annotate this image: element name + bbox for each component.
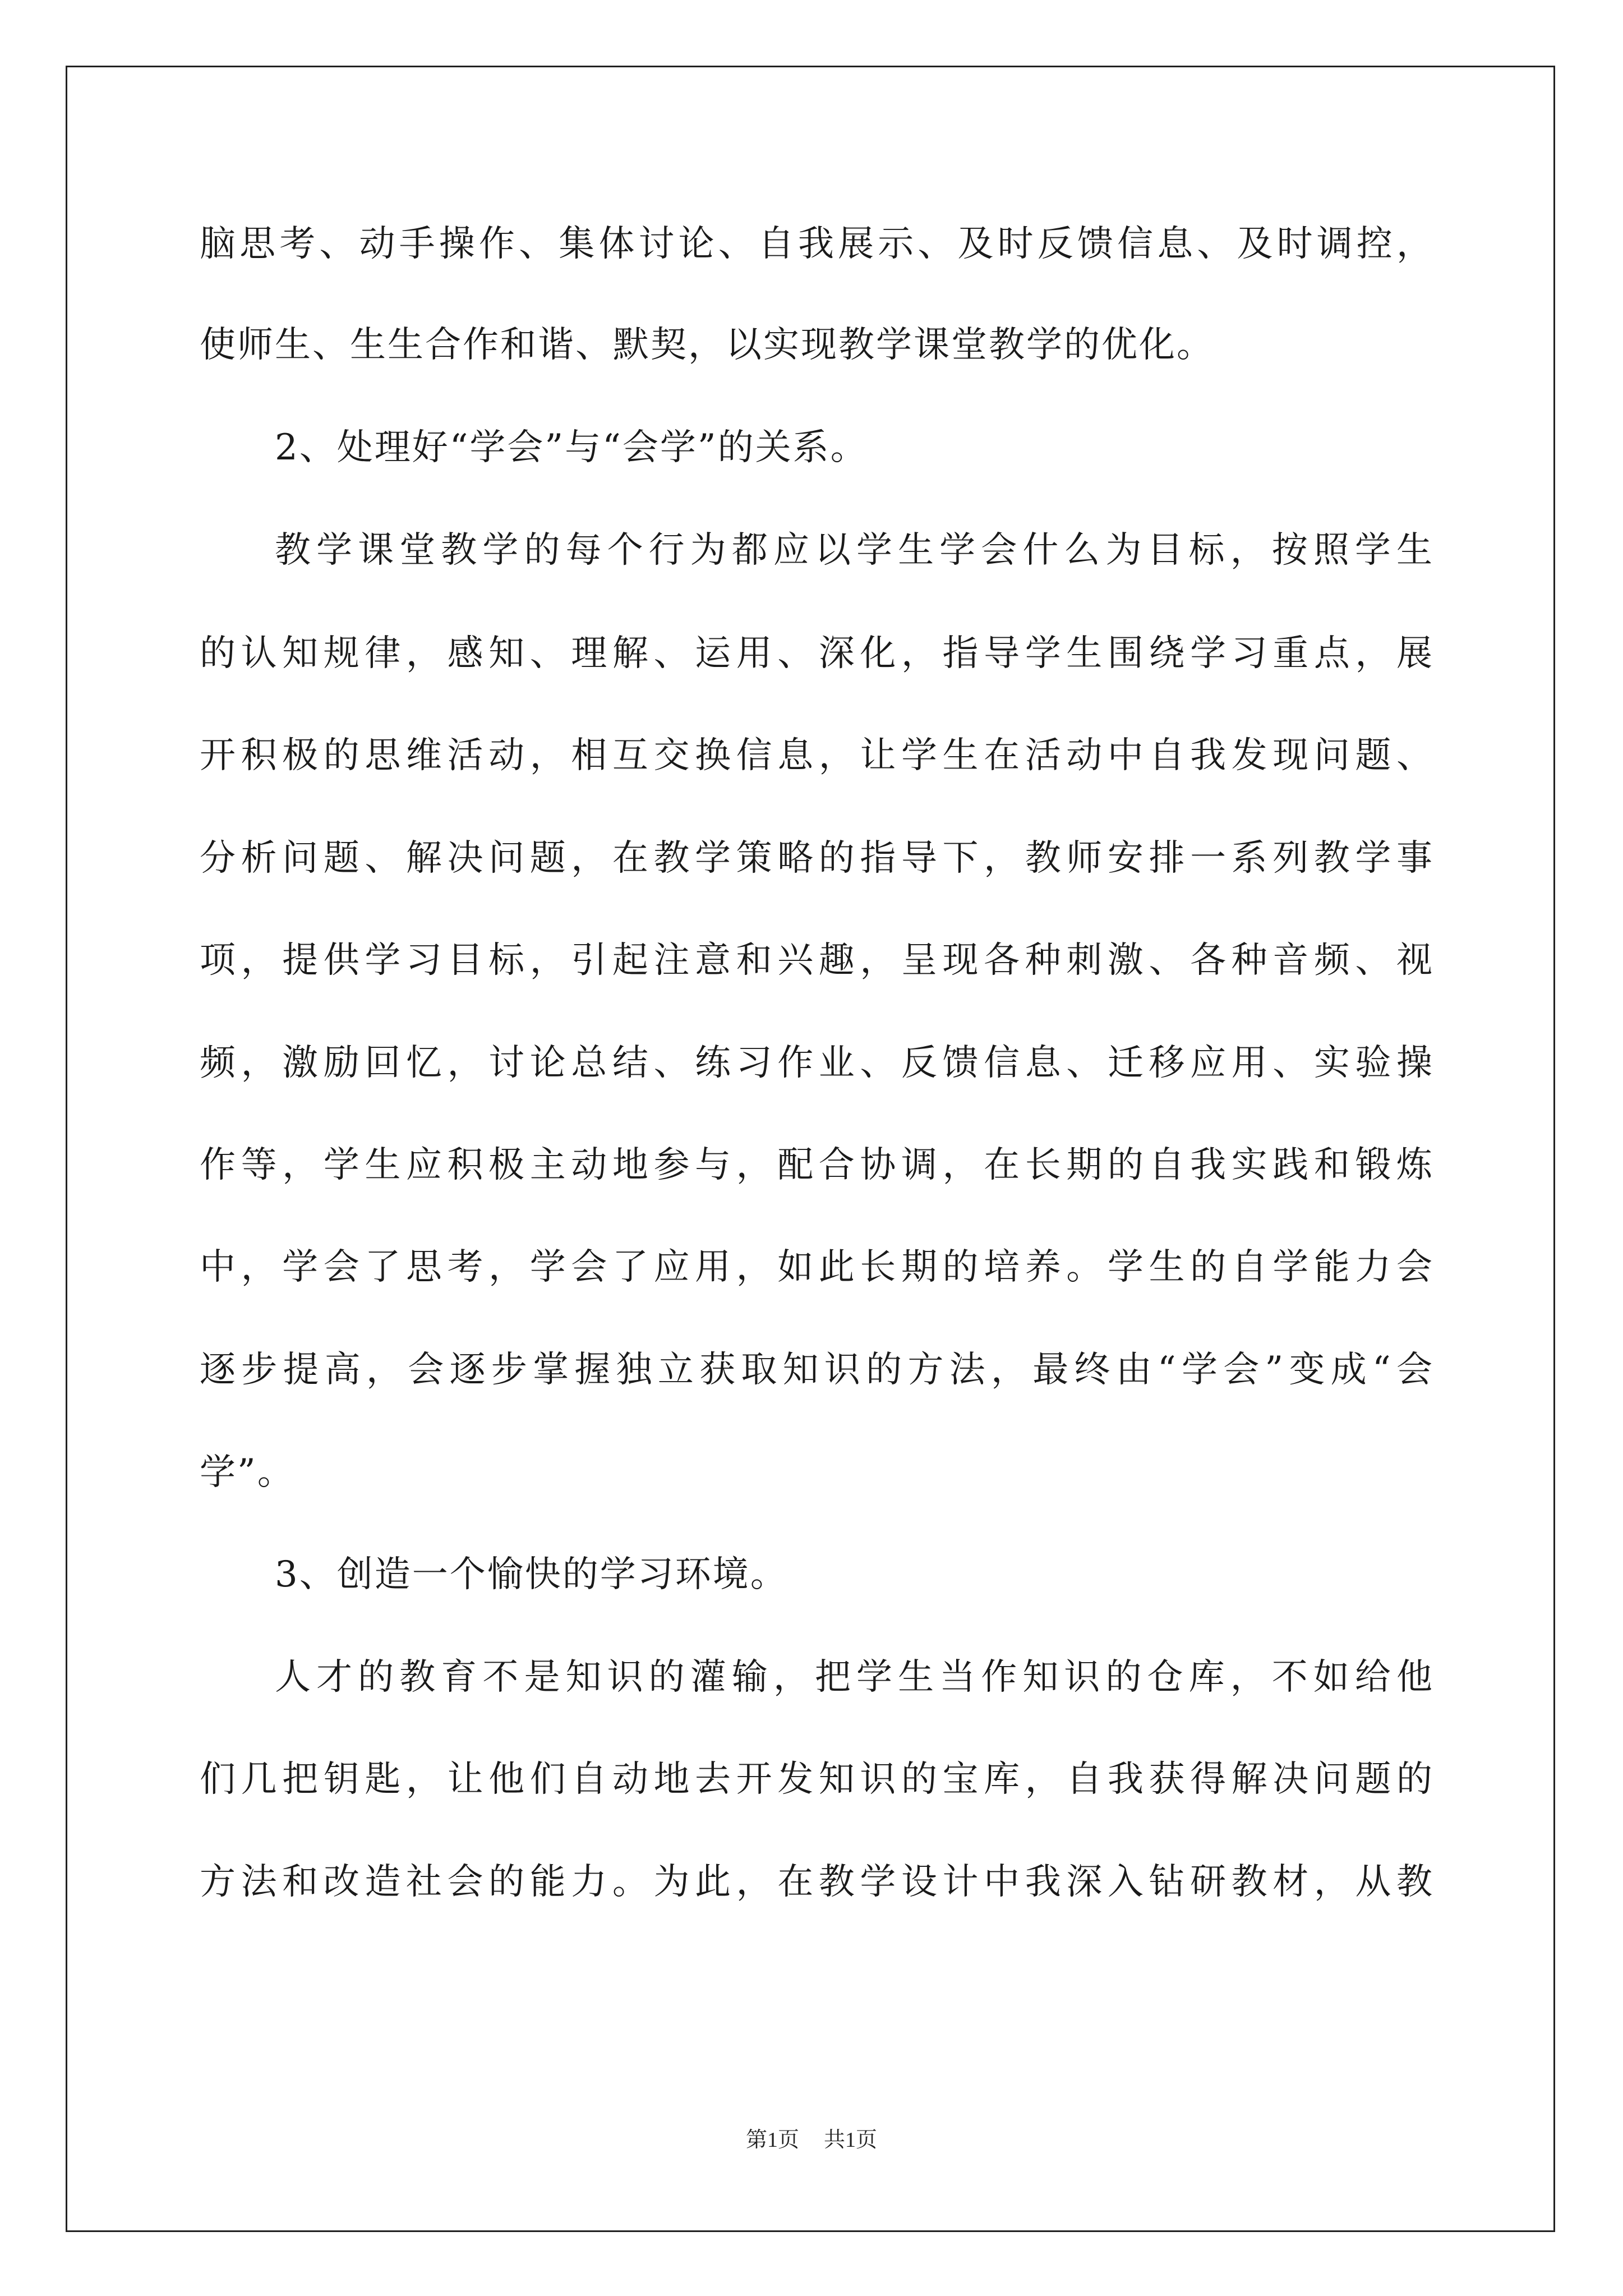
body-line: 使师生、生生合作和谐、默契，以实现教学课堂教学的优化。: [200, 324, 1214, 366]
body-line: 方法和改造社会的能力。为此，在教学设计中我深入钻研教材，从教: [200, 1861, 1432, 1903]
body-line: 人才的教育不是知识的灌输，把学生当作知识的仓库，不如给他: [275, 1657, 1432, 1698]
body-line: 作等，学生应积极主动地参与，配合协调，在长期的自我实践和锻炼: [200, 1144, 1432, 1186]
body-line: 们几把钥匙，让他们自动地去开发知识的宝库，自我获得解决问题的: [200, 1759, 1432, 1800]
body-line: 学”。: [200, 1452, 295, 1493]
section-heading: 2、处理好“学会”与“会学”的关系。: [275, 427, 868, 468]
body-line: 开积极的思维活动，相互交换信息，让学生在活动中自我发现问题、: [200, 735, 1432, 776]
body-line: 的认知规律，感知、理解、运用、深化，指导学生围绕学习重点，展: [200, 633, 1432, 674]
body-line: 脑思考、动手操作、集体讨论、自我展示、及时反馈信息、及时调控，: [200, 223, 1432, 265]
body-line: 分析问题、解决问题，在教学策略的指导下，教师安排一系列教学事: [200, 838, 1432, 879]
page-total: 共1页: [824, 2128, 878, 2152]
body-line: 教学课堂教学的每个行为都应以学生学会什么为目标，按照学生: [275, 530, 1432, 571]
page-number: 第1页: [745, 2128, 799, 2152]
body-line: 中，学会了思考，学会了应用，如此长期的培养。学生的自学能力会: [200, 1246, 1432, 1288]
body-line: 项，提供学习目标，引起注意和兴趣，呈现各种刺激、各种音频、视: [200, 940, 1432, 981]
page-footer: [0, 2126, 1623, 2154]
body-line: 逐步提高，会逐步掌握独立获取知识的方法，最终由“学会”变成“会: [200, 1349, 1432, 1391]
section-heading: 3、创造一个愉快的学习环境。: [275, 1554, 788, 1595]
body-line: 频，激励回忆，讨论总结、练习作业、反馈信息、迁移应用、实验操: [200, 1042, 1432, 1084]
